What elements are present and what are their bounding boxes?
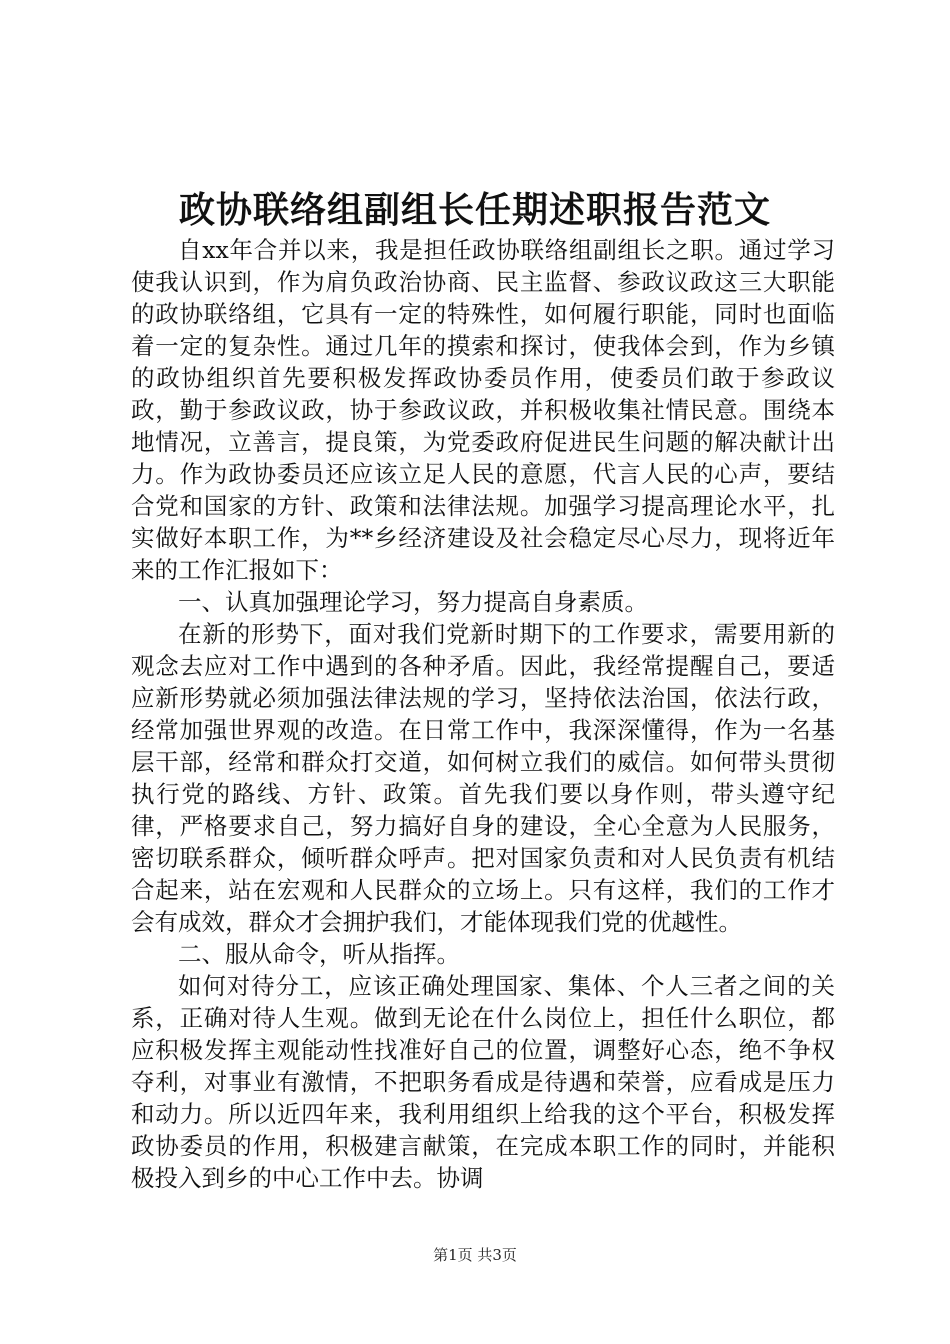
page-number-footer: 第1页 共3页: [433, 1246, 517, 1264]
paragraph-section-1: 在新的形势下，面对我们党新时期下的工作要求，需要用新的观念去应对工作中遇到的各种矛盾。因此，我经常提醒自己，要适应新形势就必须加强法律法规的学习，坚持依法治国，依法行政，经常加强世界观的改造。在日常工作中，我深深懂得，作为一名基层干部，经常和群众打交道，如何树立我们的威信。如何带头贯彻执行党的路线、方针、政策。首先我们要以身作则，带头遵守纪律，严格要求自己，努力搞好自身的建设，全心全意为人民服务，密切联系群众，倾听群众呼声。把对国家负责和对人民负责有机结合起来，站在宏观和人民群众的立场上。只有这样，我们的工作才会有成效，群众才会拥护我们，才能体现我们党的优越性。: [131, 620, 835, 936]
section-heading-2: 二、服从命令，听从指挥。: [178, 940, 460, 968]
section-heading-1: 一、认真加强理论学习，努力提高自身素质。: [178, 588, 648, 616]
document-body: [131, 234, 835, 1194]
document-title: 政协联络组副组长任期述职报告范文: [178, 189, 771, 231]
paragraph-intro: 自xx年合并以来，我是担任政协联络组副组长之职。通过学习使我认识到，作为肩负政治协商、民主监督、参政议政这三大职能的政协联络组，它具有一定的特殊性，如何履行职能，同时也面临着一定的复杂性。通过几年的摸索和探讨，使我体会到，作为乡镇的政协组织首先要积极发挥政协委员作用，使委员们敢于参政议政，勤于参政议政，协于参政议政，并积极收集社情民意。围绕本地情况，立善言，提良策，为党委政府促进民生问题的解决献计出力。作为政协委员还应该立足人民的意愿，代言人民的心声，要结合党和国家的方针、政策和法律法规。加强学习提高理论水平，扎实做好本职工作，为**乡经济建设及社会稳定尽心尽力，现将近年来的工作汇报如下：: [131, 236, 835, 584]
paragraph-section-2: 如何对待分工，应该正确处理国家、集体、个人三者之间的关系，正确对待人生观。做到无论在什么岗位上，担任什么职位，都应积极发挥主观能动性找准好自己的位置，调整好心态，绝不争权夺利，对事业有激情，不把职务看成是待遇和荣誉，应看成是压力和动力。所以近四年来，我利用组织上给我的这个平台，积极发挥政协委员的作用，积极建言献策，在完成本职工作的同时，并能积极投入到乡的中心工作中去。协调: [131, 972, 835, 1192]
